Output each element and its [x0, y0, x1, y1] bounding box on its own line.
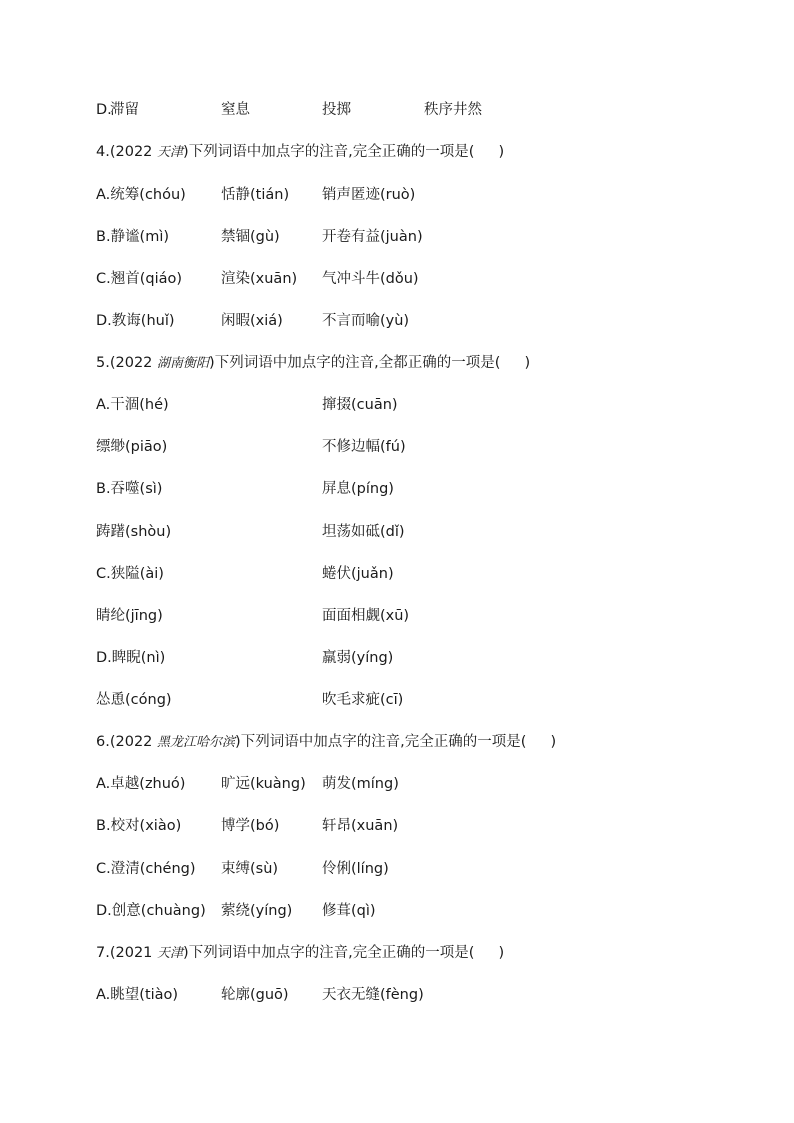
option-text-1: [96, 856, 196, 882]
option-item: 修葺(qì): [322, 903, 376, 919]
source-open: .(2021: [105, 945, 158, 961]
option-left: C.狭隘(ài): [96, 566, 164, 582]
option-item: 创意(chuàng): [111, 903, 206, 919]
option-left: 睛纶(jīng): [96, 608, 163, 624]
option-left: 怂恿(cóng): [96, 692, 172, 708]
option-item: 禁锢(gù): [221, 229, 280, 245]
option-text-1: [96, 308, 175, 334]
option-item-1: 滞留: [110, 102, 139, 118]
source-open: .(2022: [105, 355, 158, 371]
option-item: 束缚(sù): [221, 861, 279, 877]
option-item-4: 秩序井然: [424, 102, 482, 118]
question-number: 6: [96, 734, 106, 750]
option-item: 萦绕(yíng): [221, 903, 293, 919]
source-open: .(2022: [105, 734, 158, 750]
option-item: 伶俐(líng): [322, 861, 389, 877]
option-right: 蜷伏(juǎn): [322, 566, 394, 582]
option-letter: A.: [96, 187, 111, 203]
option-item: 博学(bó): [221, 818, 280, 834]
answer-bracket-close: ): [498, 945, 505, 961]
option-item: 气冲斗牛(dǒu): [322, 271, 419, 287]
option-item: 不言而喻(yù): [322, 313, 410, 329]
option-left: B.吞噬(sì): [96, 481, 163, 497]
answer-bracket-close: ): [524, 355, 531, 371]
answer-bracket-close: ): [550, 734, 557, 750]
question-number: 7: [96, 945, 106, 961]
option-item: 校对(xiào): [110, 818, 182, 834]
option-item-3: 投掷: [322, 102, 351, 118]
option-item: 轩昂(xuān): [322, 818, 399, 834]
option-left: A.干涸(hé): [96, 397, 169, 413]
option-item: 静谧(mì): [110, 229, 170, 245]
option-text-1: [96, 224, 169, 250]
option-item: 教诲(huǐ): [111, 313, 175, 329]
option-right: 羸弱(yíng): [322, 650, 394, 666]
option-letter: C.: [96, 861, 111, 877]
q6-stem: [96, 729, 556, 755]
question-number: 5: [96, 355, 106, 371]
question-stem: )下列词语中加点字的注音,完全正确的一项是(: [235, 734, 527, 750]
option-item: 萌发(míng): [322, 776, 399, 792]
option-right: 坦荡如砥(dǐ): [322, 524, 405, 540]
question-source: 天津: [157, 145, 184, 160]
question-source: 黑龙江哈尔滨: [157, 735, 236, 750]
option-letter: B.: [96, 818, 111, 834]
option-letter: D.: [96, 313, 112, 329]
option-text-1: [96, 266, 182, 292]
q5-stem: [96, 350, 530, 376]
option-item: 闲暇(xiá): [221, 313, 283, 329]
question-number: 4: [96, 144, 106, 160]
option-item: 渲染(xuān): [221, 271, 298, 287]
option-right: 屏息(píng): [322, 481, 394, 497]
option-item: 销声匿迹(ruò): [322, 187, 416, 203]
option-left: D.睥睨(nì): [96, 650, 166, 666]
option-item: 卓越(zhuó): [110, 776, 186, 792]
option-letter: C.: [96, 271, 111, 287]
q4-stem: [96, 139, 504, 165]
option-text-1: [96, 898, 206, 924]
option-letter: B.: [96, 229, 111, 245]
option-item: 翘首(qiáo): [110, 271, 183, 287]
question-stem: )下列词语中加点字的注音,完全正确的一项是(: [183, 144, 475, 160]
option-right: 面面相觑(xū): [322, 608, 410, 624]
option-letter: D.: [96, 903, 112, 919]
option-item: 眺望(tiào): [110, 987, 179, 1003]
option-letter: D.: [96, 102, 112, 118]
option-item: 恬静(tián): [221, 187, 290, 203]
question-source: 天津: [157, 946, 184, 961]
option-letter: A.: [96, 987, 111, 1003]
option-right: 撺掇(cuān): [322, 397, 398, 413]
option-item: 澄清(chéng): [110, 861, 196, 877]
option-item: 旷远(kuàng): [221, 776, 306, 792]
option-letter: A.: [96, 776, 111, 792]
option-text-1: [96, 771, 185, 797]
option-left: 缥缈(piāo): [96, 439, 168, 455]
option-right: 吹毛求疵(cī): [322, 692, 404, 708]
option-left: 踌躇(shòu): [96, 524, 172, 540]
q7-stem: [96, 940, 504, 966]
answer-bracket-close: ): [498, 144, 505, 160]
option-item: 天衣无缝(fèng): [322, 987, 424, 1003]
option-text-1: [96, 813, 181, 839]
option-item-2: 窒息: [221, 102, 250, 118]
option-right: 不修边幅(fú): [322, 439, 406, 455]
question-source: 湖南衡阳: [157, 356, 210, 371]
question-stem: )下列词语中加点字的注音,全都正确的一项是(: [209, 355, 501, 371]
question-stem: )下列词语中加点字的注音,完全正确的一项是(: [183, 945, 475, 961]
option-item: 轮廓(guō): [221, 987, 289, 1003]
option-text-1: [96, 982, 178, 1008]
option-text-1: [96, 182, 186, 208]
option-item: 开卷有益(juàn): [322, 229, 423, 245]
source-open: .(2022: [105, 144, 158, 160]
option-item: 统筹(chóu): [110, 187, 186, 203]
